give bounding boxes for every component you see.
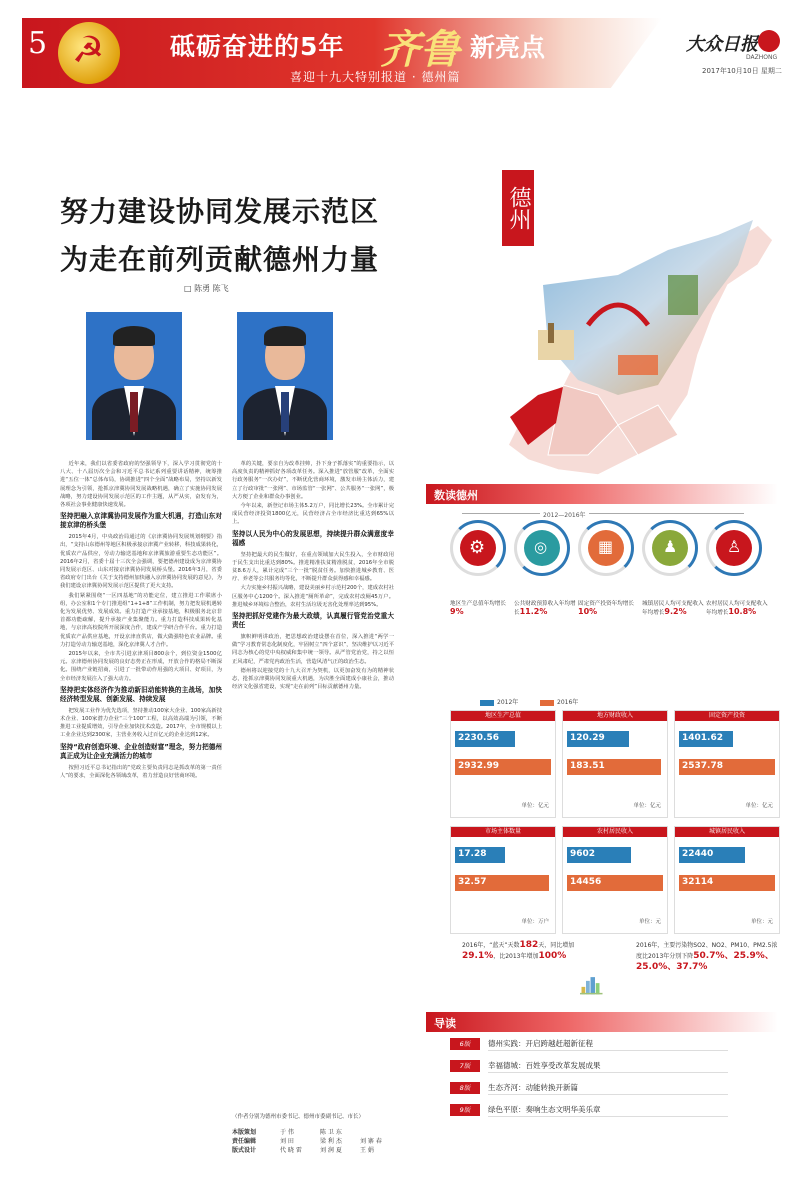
- newspaper-logo-icon: [758, 30, 780, 52]
- article-headline: [60, 188, 379, 284]
- gauge-label: 农村居民人均可支配收入年均增长10.8%: [706, 601, 768, 616]
- headline-line-2: 为走在前列贡献德州力量: [60, 243, 380, 276]
- paragraph: 大力实施乡村振兴战略，建设美丽乡村示范村200个，建成农村社区服务中心1200个。深入推进“厕所革命”，完成农村改厕45万户。推进城乡环境综合整治，农村生活垃圾无害化处理率达到95%。: [232, 585, 394, 608]
- gauge-gdp: [450, 520, 506, 594]
- section-heading: 坚持把实体经济作为推动新旧动能转换的主战场，加快经济转型发展、创新发展、持续发展: [60, 685, 222, 703]
- guide-list: [450, 1036, 740, 1124]
- article-column-1: [60, 460, 222, 1140]
- newspaper-logo-text: DAZHONG: [746, 54, 778, 61]
- guide-text: 生态齐河：动能转换开新篇: [488, 1081, 728, 1095]
- bar-2012: 1401.62: [679, 731, 733, 747]
- bar-2012: 120.29: [567, 731, 629, 747]
- author-photo-2: [237, 312, 333, 440]
- paragraph: 坚持把最大的民生做好，在重点领域加大民生投入，全市财政用于民生支出比重达到80%。推进精准扶贫精准脱贫，2016年全市脱贫8.6万人，累计完成“三个一批”脱贫任务。加快推进城乡教育、医疗、养老等公共服务均等化，不断提升群众获得感和幸福感。: [232, 551, 394, 583]
- issue-date: 2017年10月10日 星期二: [702, 67, 782, 75]
- gauge-investment: [578, 520, 634, 594]
- gauge-revenue: [514, 520, 570, 594]
- paragraph: 把发展工业作为优先选项，坚持推动100家大企业、100家高新技术企业、100家潜力企业“三个100”工程，以高效高端为引领，不断推进工业提质增效，引导企业加快技术改造。2017年，全市规模以上工业企业达到2300家，主营业务收入过百亿元的企业达到12家。: [60, 707, 222, 739]
- credit-row: 版式设计 代 晓 雷 刘 润 夏 王 娟: [232, 1147, 374, 1154]
- building-icon: ▦: [598, 537, 614, 556]
- bar-2016: 2932.99: [455, 759, 551, 775]
- panel-title: 城镇居民收入: [675, 827, 779, 837]
- guide-page: 8版: [450, 1082, 480, 1094]
- guide-text: 幸福德城：百姓享受改革发展成果: [488, 1059, 728, 1073]
- farmer-icon: ♙: [727, 537, 742, 556]
- credit-row: 责任编辑 刘 田 梁 利 杰 刘 寨 春: [232, 1138, 382, 1145]
- bar-2012: 22440: [679, 847, 745, 863]
- section-heading: 坚持把抓好党建作为最大政绩，认真履行管党治党重大责任: [232, 612, 394, 630]
- panel-unit: 单位：亿元: [745, 803, 773, 809]
- byline: □ 陈勇 陈飞: [184, 284, 229, 293]
- gauge-label: 公共财政预算收入年均增长11.2%: [514, 601, 576, 616]
- panel-gdp: [450, 710, 556, 818]
- section-heading: 坚持“政府创造环境、企业创造财富”理念，努力把德州真正成为让企业充满活力的城市: [60, 742, 222, 760]
- panel-title: 地区生产总值: [451, 711, 555, 721]
- article-column-2: [232, 460, 394, 1105]
- guide-item[interactable]: [450, 1080, 740, 1098]
- gauge-rural-income: [706, 520, 762, 594]
- coins-icon: ◎: [534, 538, 548, 556]
- panel-unit: 单位：元: [638, 919, 661, 925]
- newspaper-name: 大众日报: [686, 34, 758, 55]
- banner-title-qilu: 齐鲁: [380, 26, 460, 73]
- guide-text: 绿色平原：奏响生态文明华美乐章: [488, 1103, 728, 1117]
- author-photo-1: [86, 312, 182, 440]
- panel-title: 市场主体数量: [451, 827, 555, 837]
- paragraph: 德州将以迎接党的十九大召开为契机，以更加奋发有为的精神状态，抢抓京津冀协同发展重大机遇，为决胜全面建成小康社会，推动经济文化强省建设，实现“走在前列”目标贡献德州力量。: [232, 667, 394, 691]
- data-section-header: [426, 484, 778, 504]
- legend-2016: 2016年: [540, 697, 578, 706]
- guide-section-header: [426, 1012, 778, 1032]
- masthead: [0, 0, 800, 100]
- headline-line-1: 努力建设协同发展示范区: [60, 195, 380, 228]
- paragraph: 我们紧紧围绕“一区四基地”的功能定位，建立推进工作联席小组，办公室和1个专门推进组“1+1+8”工作机制，努力把发展机遇转化为发展优势、发展成效。重力打造产业承接基地，积极服务北京非首都功能疏解，提升承接产业集聚能力。重力打造科技成果转化基地，与京津高校院所开展深度合作，建成产学研合作平台。重力打造优质农产品供应基地，开设京津直供店，做大做强特色农业品牌。重力打造劳动力输送基地，深化京津冀人才合作。: [60, 592, 222, 648]
- paragraph: 2015年4月，中央政治局通过的《京津冀协同发展规划纲要》指出，“支持山东德州等地区积极承接京津冀产业转移，科技成果转化，优质农产品供应，劳动力输送基地和京津冀旅游重要生态功能区”。2016年2月，省委十届十三次全会强调，要把德州建设成为京津冀协同发展示范区、山东对接京津冀协同发展桥头堡。2016年3月，省委省政府专门出台《关于支持德州加快融入京津冀协同发展的意见》，为我们建设京津冀协同发展示范区提供了更大支持。: [60, 534, 222, 590]
- period-line: [462, 513, 744, 514]
- paragraph: 2015年以来，全市共引进京津项目800余个，到位资金1500亿元。京津德州协同发展的良好态势正在形成，开放合作的格局不断深化。围绕产业链招商，引进了一批带动作用强的大项目、好项目，为全市经济发展注入了强大动力。: [60, 651, 222, 682]
- paragraph: 按照习近平总书记指出的“党政主要负责同志是抓改革的第一责任人”的要求，全面深化各领域改革，着力营造良好营商环境。: [60, 764, 222, 779]
- banner-subtitle: 喜迎十九大特别报道 · 德州篇: [290, 70, 461, 84]
- bar-2012: 2230.56: [455, 731, 515, 747]
- bar-2012: 9602: [567, 847, 631, 863]
- legend-2012: 2012年: [480, 697, 518, 706]
- paragraph: 旗帜鲜明讲政治，把思想政治建设摆在首位，深入推进“两学一做”学习教育常态化制度化，牢固树立“四个意识”，坚决维护以习近平同志为核心的党中央权威和集中统一领导。从严管党治党，持之以恒正风肃纪，严肃党内政治生活，营造风清气正的政治生态。: [232, 634, 394, 665]
- section-heading: 坚持以人民为中心的发展思想，持续提升群众满意度幸福感: [232, 529, 394, 547]
- party-emblem-icon: ☭: [58, 22, 120, 84]
- banner-title: 砥砺奋进的5年: [170, 32, 345, 61]
- panel-unit: 单位：亿元: [521, 803, 549, 809]
- paragraph: 今年以来，新登记市场主体5.2万户，同比增长23%。全市累计完成民营经济投资1800亿元，民营经济占全市经济比重达到65%以上。: [232, 503, 394, 526]
- editors-credits: [232, 1128, 400, 1155]
- guide-text: 德州实践：开启跨越赶超新征程: [488, 1037, 728, 1051]
- dezhou-seal: 德州: [502, 170, 534, 246]
- paragraph: 革的关键，要亲自为改革挂帅，扑下身子抓落实”的重要指示，以高度负责的精神抓好各项改革任务。深入推进“放管服”改革，全面实行政务服务“一次办好”，不断优化营商环境，激发市场主体活力，建立了行政审批“一张网”、市场监管“一张网”、公共服务“一张网”，极大方便了企业和群众办事创业。: [232, 461, 394, 500]
- gear-icon: ⚙: [469, 537, 486, 558]
- gauge-urban-income: [642, 520, 698, 594]
- gauge-label: 固定资产投资年均增长10%: [578, 601, 634, 616]
- section-heading: 坚持把融入京津冀协同发展作为重大机遇，打造山东对接京津的桥头堡: [60, 512, 222, 530]
- panel-unit: 单位：亿元: [633, 803, 661, 809]
- bar-2012: 17.28: [455, 847, 505, 863]
- banner-title-highlight: 新亮点: [470, 33, 546, 62]
- gauge-label: 地区生产总值年均增长9%: [450, 601, 506, 616]
- guide-title: 导读: [434, 1017, 456, 1030]
- pollution-note: 2016年，主要污染物SO2、NO2、PM10、PM2.5浓度比2013年分别下降50.7%、25.9%、25.0%、37.7%: [636, 942, 778, 972]
- guide-item[interactable]: [450, 1058, 740, 1076]
- air-quality-note: 2016年，“蓝天”天数182天，同比增加29.1%，比2013年增加100%: [462, 940, 575, 961]
- panel-market-entities: [450, 826, 556, 934]
- bar-2016: 183.51: [567, 759, 661, 775]
- bar-2016: 32.57: [455, 875, 549, 891]
- guide-page: 9版: [450, 1104, 480, 1116]
- panel-investment: [674, 710, 780, 818]
- guide-page: 6版: [450, 1038, 480, 1050]
- panel-unit: 单位：元: [750, 919, 773, 925]
- panel-title: 地方财政收入: [563, 711, 667, 721]
- page-number: 5: [28, 26, 48, 61]
- panel-rural-income: [562, 826, 668, 934]
- gauge-label: 城镇居民人均可支配收入年均增长9.2%: [642, 601, 704, 616]
- person-icon: ♟: [663, 537, 678, 556]
- panel-unit: 单位：万户: [521, 919, 549, 925]
- bar-2016: 2537.78: [679, 759, 775, 775]
- bar-2016: 32114: [679, 875, 775, 891]
- guide-item[interactable]: [450, 1036, 740, 1054]
- panel-title: 固定资产投资: [675, 711, 779, 721]
- period-label: 2012—2016年: [540, 510, 589, 519]
- panel-fiscal: [562, 710, 668, 818]
- data-section-title: 数读德州: [434, 489, 478, 502]
- guide-page: 7版: [450, 1060, 480, 1072]
- panel-urban-income: [674, 826, 780, 934]
- panel-title: 农村居民收入: [563, 827, 667, 837]
- author-note: （作者分别为德州市委书记、德州市委副书记、市长）: [232, 1114, 365, 1120]
- bar-2016: 14456: [567, 875, 663, 891]
- credit-row: 本版策划 于 伟 陈 卫 东: [232, 1129, 342, 1136]
- paragraph: 近年来，我们以省委省政府的坚强领导下，深入学习贯彻党的十八大、十八届历次全会和习近平总书记系列重要讲话精神，统筹推进“五位一体”总体布局，协调推进“四个全面”战略布局，坚持以新发展理念为引领，抢抓京津冀协同发展战略机遇，确立了实施协同发展战略，努力建设协同发展示范区的工作主题，从严从实，奋发有为，各项社会事业健康快速发展。: [60, 461, 222, 509]
- guide-item[interactable]: [450, 1102, 740, 1120]
